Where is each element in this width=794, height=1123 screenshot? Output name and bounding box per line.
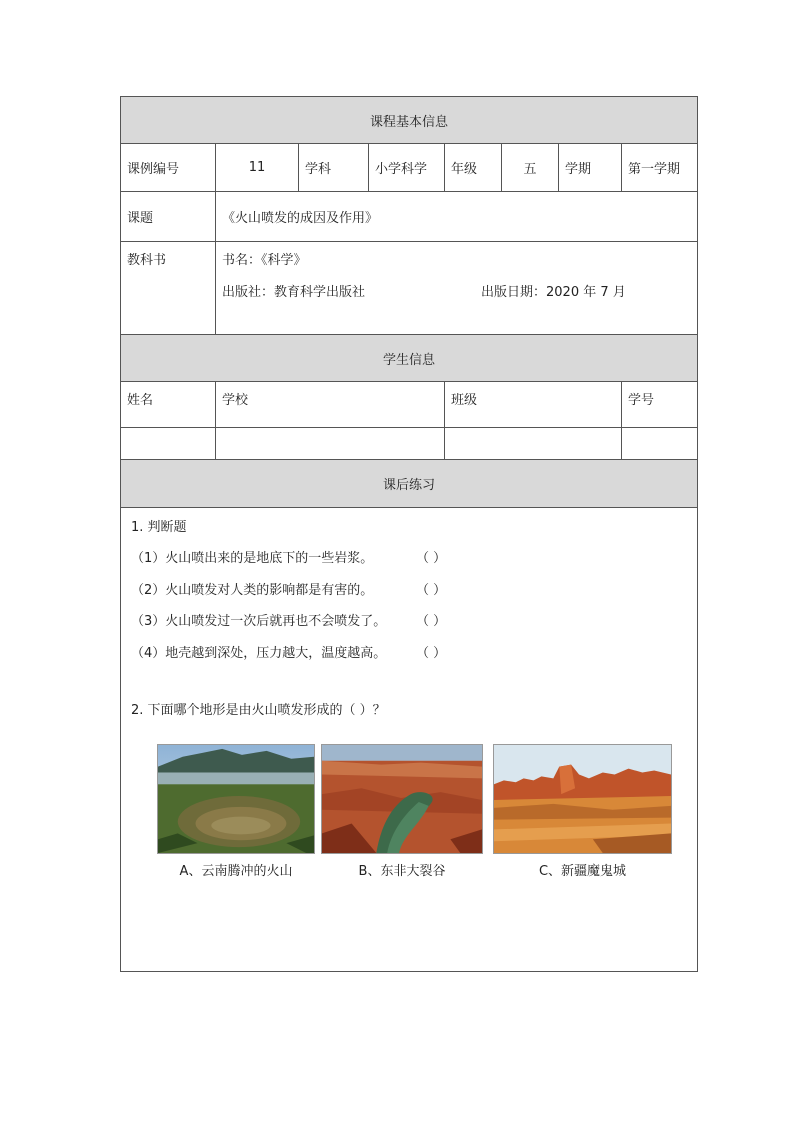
subject-value: 小学科学 [369,144,445,192]
name-label: 姓名 [121,382,216,428]
grade-label: 年级 [445,144,502,192]
volcano-crater-image[interactable] [157,744,315,854]
q1-item: （3）火山喷发过一次后就再也不会喷发了。 （ ） [131,606,687,638]
semester-label: 学期 [559,144,622,192]
school-field[interactable] [216,428,445,460]
publish-date: 出版日期：2020 年 7 月 [481,285,626,300]
publisher-row [222,281,691,300]
ghost-city-image[interactable] [493,744,672,854]
class-field[interactable] [445,428,622,460]
q1-title: 1. 判断题 [131,520,187,535]
option-images [157,744,677,884]
exercise-body [121,508,698,972]
option-c-caption: C、新疆魔鬼城 [538,864,627,879]
student-info-header: 学生信息 [121,335,698,382]
option-a-caption: A、云南腾冲的火山 [179,864,293,879]
lesson-number-label: 课例编号 [121,144,216,192]
school-label: 学校 [216,382,445,428]
textbook-label: 教科书 [121,242,216,335]
course-form-table [120,96,698,972]
class-label: 班级 [445,382,622,428]
topic-value: 《火山喷发的成因及作用》 [216,192,698,242]
name-field[interactable] [121,428,216,460]
textbook-details [216,242,698,335]
exercise-header: 课后练习 [121,460,698,508]
q1-item: （1）火山喷出来的是地底下的一些岩浆。 （ ） [131,543,687,575]
grade-value: 五 [502,144,559,192]
q1-item: （4）地壳越到深处，压力越大，温度越高。 （ ） [131,638,687,670]
course-info-header: 课程基本信息 [121,97,698,144]
subject-label: 学科 [299,144,369,192]
answer-blank[interactable]: （ ） [416,582,447,598]
q2-title: 2. 下面哪个地形是由火山喷发形成的（ ）？ [131,703,386,718]
book-name: 书名：《科学》 [222,253,307,268]
student-id-label: 学号 [622,382,698,428]
rift-valley-image[interactable] [321,744,483,854]
option-b-caption: B、东非大裂谷 [358,864,446,879]
q1-item: （2）火山喷发对人类的影响都是有害的。 （ ） [131,575,687,607]
lesson-number-value: 11 [216,144,299,192]
publisher: 出版社：教育科学出版社 [222,285,366,300]
topic-label: 课题 [121,192,216,242]
student-id-field[interactable] [622,428,698,460]
answer-blank[interactable]: （ ） [416,614,447,629]
answer-blank[interactable]: （ ） [416,645,447,661]
semester-value: 第一学期 [622,144,698,192]
answer-blank[interactable]: （ ） [416,551,447,566]
